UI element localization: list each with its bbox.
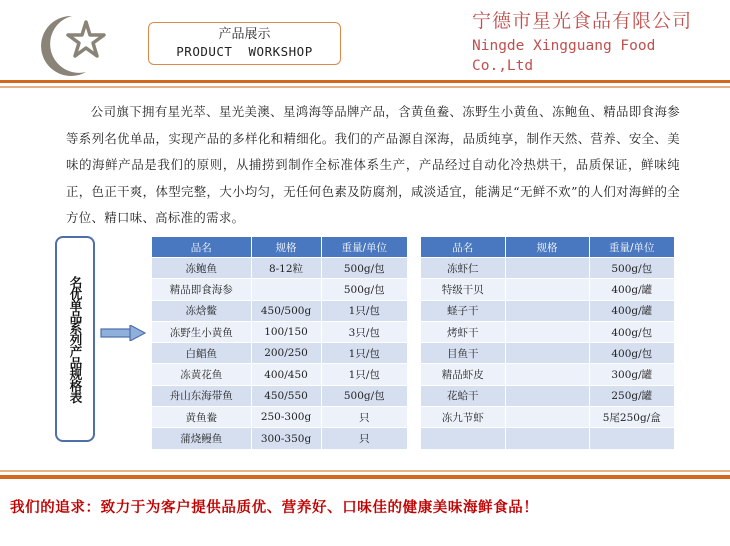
- product-name-cell: 蛏子干: [421, 300, 505, 321]
- table-header-row: [152, 237, 407, 258]
- section-title-box: [148, 22, 341, 65]
- product-name-cell: 目鱼干: [421, 343, 505, 364]
- star-crescent-logo: [14, 8, 124, 80]
- table-row: [421, 428, 674, 449]
- product-weight-cell: 3只/包: [321, 321, 407, 342]
- product-spec-cell: 100/150: [251, 321, 321, 342]
- product-weight-cell: 500g/包: [321, 279, 407, 300]
- product-name-cell: 花蛤干: [421, 385, 505, 406]
- table-row: [421, 321, 674, 342]
- product-name-cell: 舟山东海带鱼: [152, 385, 251, 406]
- table-row: [152, 343, 407, 364]
- product-weight-cell: 500g/包: [321, 258, 407, 279]
- table-row: [421, 258, 674, 279]
- product-spec-cell: 250-300g: [251, 407, 321, 428]
- company-intro-paragraph: 公司旗下拥有星光萃、星光美澳、星鸿海等品牌产品，含黄鱼鲞、冻野生小黄鱼、冻鲍鱼、精品即食海参等系列名优单品，实现产品的多样化和精细化。我们的产品源自深海，品质纯享，制作天然、营养、安全、美味的海鲜产品是我们的原则，从捕捞到制作全标准体系生产，产品经过自动化冷热烘干，品质保证，鲜味纯正，色正干爽，体型完整，大小均匀，无任何色素及防腐剂，咸淡适宜，能满足“无鲜不欢”的人们对海鲜的全方位、精口味、高标准的需求。: [66, 104, 680, 225]
- section-title-cn: 产品展示: [218, 27, 271, 42]
- header-divider-thin: [0, 86, 730, 88]
- table-row: [152, 364, 407, 385]
- product-spec-cell: [251, 279, 321, 300]
- column-header-spec: 规格: [505, 237, 589, 258]
- product-spec-cell: [505, 300, 589, 321]
- footer-divider-thick: [0, 475, 730, 479]
- company-name-block: [472, 6, 722, 76]
- product-weight-cell: 只: [321, 428, 407, 449]
- product-name-cell: 冻九节虾: [421, 407, 505, 428]
- product-spec-cell: 450/500g: [251, 300, 321, 321]
- product-weight-cell: [589, 428, 674, 449]
- product-spec-cell: [505, 428, 589, 449]
- spec-table-side-label: 名优单品系列产品规格表: [55, 236, 95, 442]
- table-row: [152, 321, 407, 342]
- product-weight-cell: 300g/罐: [589, 364, 674, 385]
- table-row: [152, 407, 407, 428]
- product-weight-cell: 只: [321, 407, 407, 428]
- product-spec-cell: [505, 258, 589, 279]
- product-name-cell: 白鲳鱼: [152, 343, 251, 364]
- product-weight-cell: 400g/包: [589, 321, 674, 342]
- product-spec-cell: [505, 343, 589, 364]
- column-header-name: 品名: [421, 237, 505, 258]
- product-weight-cell: 400g/包: [589, 343, 674, 364]
- company-name-en-line1: Ningde Xingguang Food: [472, 38, 656, 54]
- table-row: [152, 279, 407, 300]
- product-weight-cell: 500g/包: [589, 258, 674, 279]
- table-row: [152, 258, 407, 279]
- table-row: [421, 300, 674, 321]
- spec-table-left: [152, 237, 407, 449]
- product-spec-cell: 300-350g: [251, 428, 321, 449]
- product-weight-cell: 5尾250g/盒: [589, 407, 674, 428]
- product-weight-cell: 1只/包: [321, 364, 407, 385]
- product-name-cell: [421, 428, 505, 449]
- table-row: [152, 300, 407, 321]
- product-spec-cell: [505, 321, 589, 342]
- product-name-cell: 精品虾皮: [421, 364, 505, 385]
- product-name-cell: 冻虾仁: [421, 258, 505, 279]
- product-weight-cell: 400g/罐: [589, 279, 674, 300]
- product-weight-cell: 1只/包: [321, 343, 407, 364]
- product-weight-cell: 500g/包: [321, 385, 407, 406]
- company-name-en-line2: Co.,Ltd: [472, 58, 534, 74]
- company-motto: 我们的追求：致力于为客户提供品质优、营养好、口味佳的健康美味海鲜食品！: [10, 500, 539, 516]
- product-spec-cell: 400/450: [251, 364, 321, 385]
- column-header-name: 品名: [152, 237, 251, 258]
- column-header-weight: 重量/单位: [321, 237, 407, 258]
- footer-divider-thin: [0, 470, 730, 472]
- product-name-cell: 特级干贝: [421, 279, 505, 300]
- product-weight-cell: 400g/罐: [589, 300, 674, 321]
- table-row: [421, 385, 674, 406]
- product-name-cell: 冻鲍鱼: [152, 258, 251, 279]
- product-name-cell: 冻焓鳖: [152, 300, 251, 321]
- product-name-cell: 黄鱼鲞: [152, 407, 251, 428]
- table-header-row: [421, 237, 674, 258]
- product-name-cell: 烤虾干: [421, 321, 505, 342]
- header-divider-thick: [0, 80, 730, 83]
- table-row: [421, 407, 674, 428]
- table-row: [152, 385, 407, 406]
- table-row: [421, 364, 674, 385]
- company-name-cn: 宁德市星光食品有限公司: [472, 10, 693, 32]
- table-row: [421, 279, 674, 300]
- section-title-en: PRODUCT WORKSHOP: [176, 44, 313, 59]
- product-name-cell: 蒲烧鳗鱼: [152, 428, 251, 449]
- product-spec-cell: 200/250: [251, 343, 321, 364]
- product-name-cell: 冻黄花鱼: [152, 364, 251, 385]
- product-spec-cell: [505, 407, 589, 428]
- arrow-right-icon: [100, 325, 146, 341]
- product-weight-cell: 1只/包: [321, 300, 407, 321]
- product-weight-cell: 250g/罐: [589, 385, 674, 406]
- column-header-spec: 规格: [251, 237, 321, 258]
- table-row: [421, 343, 674, 364]
- table-row: [152, 428, 407, 449]
- product-spec-cell: 450/550: [251, 385, 321, 406]
- spec-table-right: [421, 237, 674, 449]
- product-spec-cell: 8-12粒: [251, 258, 321, 279]
- product-name-cell: 精品即食海参: [152, 279, 251, 300]
- product-name-cell: 冻野生小黄鱼: [152, 321, 251, 342]
- product-spec-cell: [505, 385, 589, 406]
- product-spec-cell: [505, 364, 589, 385]
- product-spec-cell: [505, 279, 589, 300]
- column-header-weight: 重量/单位: [589, 237, 674, 258]
